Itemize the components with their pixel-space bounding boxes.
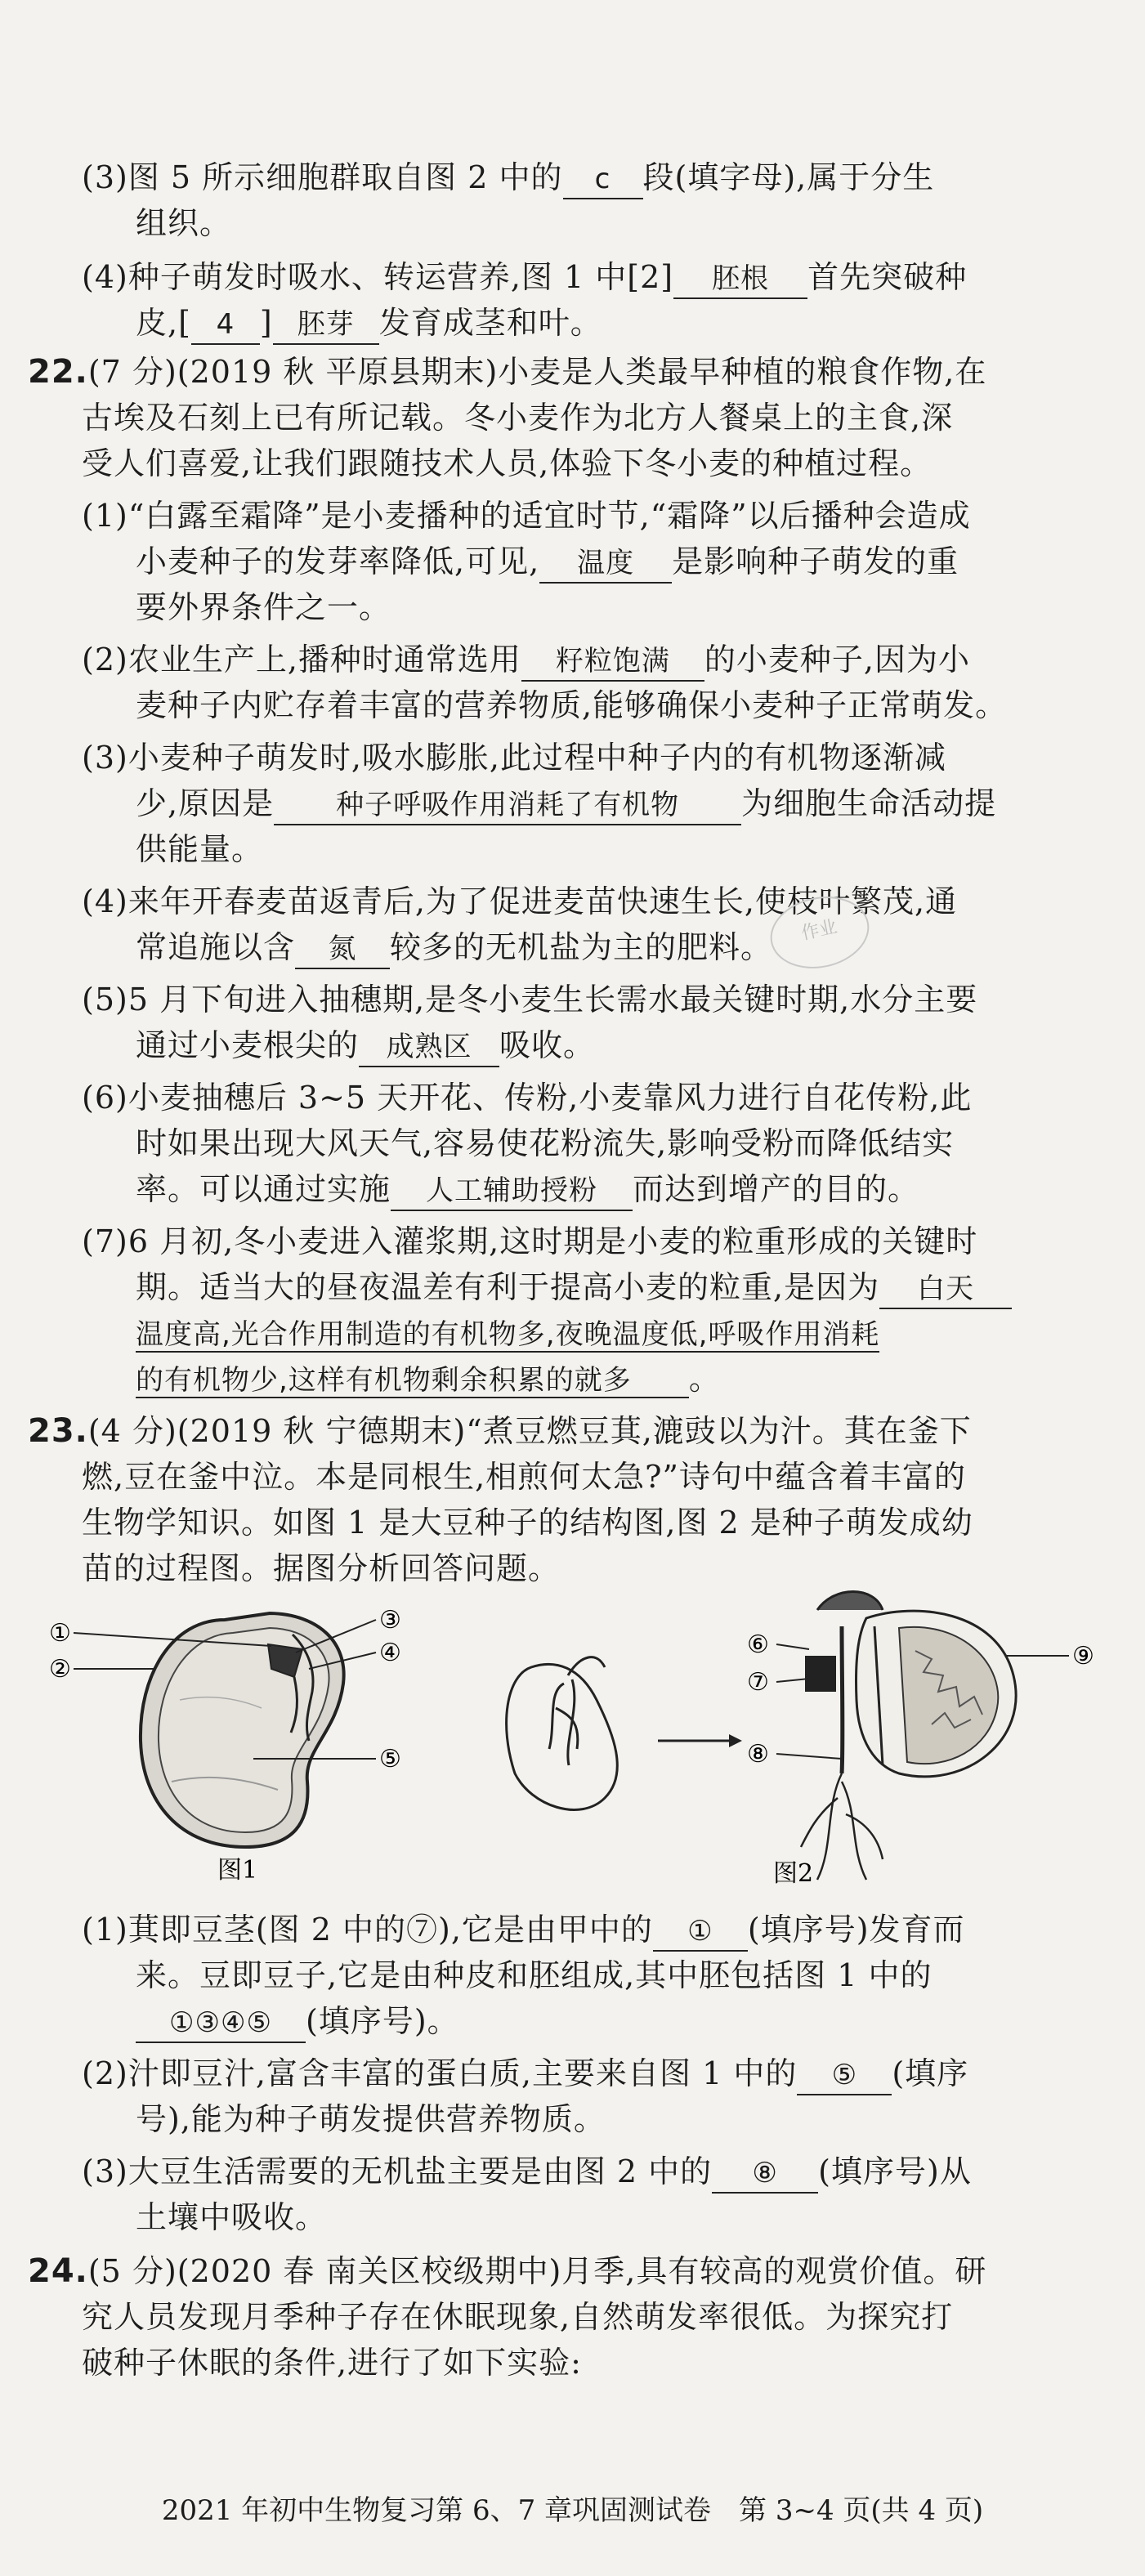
q22-s1-line1: (1)“白露至霜降”是小麦播种的适宜时节,“霜降”以后播种会造成 (82, 498, 971, 534)
q22-s7-line3 (136, 1311, 879, 1357)
page-footer: 2021 年初中生物复习第 6、7 章巩固测试卷 第 3~4 页(共 4 页) (161, 2494, 984, 2527)
q23-s3-line1 (82, 2149, 972, 2194)
q22-s6-line3 (136, 1167, 919, 1211)
q23-s3-line2: 土壤中吸收。 (136, 2199, 328, 2235)
fig1-label-5: ⑤ (379, 1745, 401, 1773)
q23-s2-line1 (82, 2051, 968, 2095)
q21-part4-line2 (136, 301, 602, 345)
q22-s6-text: 率。可以通过实施 (136, 1171, 391, 1207)
q22-number: 22. (28, 353, 88, 391)
q23-s1-answer2: ①③④⑤ (136, 2004, 306, 2043)
q22-s6-answer: 人工辅助授粉 (391, 1172, 633, 1211)
q21-part4-answer-root: 胚根 (673, 260, 807, 299)
fig1-caption: 图1 (217, 1856, 258, 1885)
q22-s7-line2 (136, 1265, 1012, 1309)
q22-s2-line1 (82, 637, 970, 682)
q23-s1-line2: 来。豆即豆子,它是由种皮和胚组成,其中胚包括图 1 中的 (136, 1957, 933, 1993)
q21-part4-answer-number: 4 (191, 306, 260, 345)
q22-s6-text-end: 而达到增产的目的。 (633, 1171, 920, 1207)
q23-stem-4: 苗的过程图。据图分析回答问题。 (82, 1550, 561, 1586)
q22-s3-text-end: 为细胞生命活动提 (741, 785, 997, 821)
q22-stem-1: (7 分)(2019 秋 平原县期末)小麦是人类最早种植的粮食作物,在 (87, 354, 987, 390)
q22-s3-answer: 种子呼吸作用消耗了有机物 (274, 786, 741, 825)
q22-s7-answer-b: 温度高,光合作用制造的有机物多,夜晚温度低,呼吸作用消耗 (136, 1318, 880, 1351)
q22-s5-line2 (136, 1023, 595, 1067)
q22-s1-text: 小麦种子的发芽率降低,可见, (136, 543, 540, 579)
q21-part3-text-end: 段(填字母),属于分生 (642, 159, 935, 195)
q22-s6-line2: 时如果出现大风天气,容易使花粉流失,影响受粉而降低结实 (136, 1125, 955, 1161)
q21-part4-answer-bud: 胚芽 (273, 306, 379, 345)
q24-stem-2: 究人员发现月季种子存在休眠现象,自然萌发率很低。为探究打 (82, 2299, 954, 2335)
q21-part4-text: (4)种子萌发时吸水、转运营养,图 1 中[2] (82, 259, 674, 295)
q21-part4-bracket-open: 皮,[ (136, 305, 191, 341)
fig2-label-7: ⑦ (747, 1668, 769, 1697)
q23-line1 (28, 1409, 972, 1453)
q23-stem-2: 燃,豆在釜中泣。本是同根生,相煎何太急?”诗句中蕴含着丰富的 (82, 1459, 966, 1495)
q22-s7-line4 (136, 1357, 721, 1402)
q24-stem-1: (5 分)(2020 春 南关区校级期中)月季,具有较高的观赏价值。研 (87, 2253, 987, 2289)
fig1-label-2: ② (49, 1655, 71, 1684)
q23-s3-answer: ⑧ (712, 2154, 818, 2194)
fig1-label-1: ① (49, 1619, 71, 1648)
q23-s1-line1 (82, 1907, 965, 1952)
q22-s1-line2 (136, 539, 959, 584)
q22-s2-text-end: 的小麦种子,因为小 (704, 642, 971, 678)
fig2-label-6: ⑥ (747, 1630, 769, 1659)
fig2-label-9: ⑨ (1072, 1642, 1094, 1670)
q22-s2-text: (2)农业生产上,播种时通常选用 (82, 642, 521, 678)
q22-s2-line2: 麦种子内贮存着丰富的营养物质,能够确保小麦种子正常萌发。 (136, 687, 1008, 723)
q22-s7-answer-c: 的有机物少,这样有机物剩余积累的就多 (136, 1364, 689, 1398)
fig2-label-8: ⑧ (747, 1740, 769, 1769)
q22-s5-text: 通过小麦根尖的 (136, 1027, 360, 1063)
q23-stem-1: (4 分)(2019 秋 宁德期末)“煮豆燃豆萁,漉豉以为汁。萁在釜下 (87, 1413, 972, 1449)
figure1-soybean-seed (49, 1577, 507, 1888)
q23-s3-text: (3)大豆生活需要的无机盐主要是由图 2 中的 (82, 2153, 713, 2189)
q22-stem-3: 受人们喜爱,让我们跟随技术人员,体验下冬小麦的种植过程。 (82, 445, 933, 481)
q21-part4-line1 (82, 255, 967, 299)
homework-stamp: 作业 (763, 888, 875, 977)
q22-s7-line1: (7)6 月初,冬小麦进入灌浆期,这时期是小麦的粒重形成的关键时 (82, 1223, 978, 1259)
q22-s6-line1: (6)小麦抽穗后 3~5 天开花、传粉,小麦靠风力进行自花传粉,此 (82, 1080, 973, 1116)
q22-s2-answer: 籽粒饱满 (521, 642, 704, 682)
q21-part4-bracket-close: ] (259, 305, 273, 341)
q24-number: 24. (28, 2252, 88, 2290)
q23-stem-3: 生物学知识。如图 1 是大豆种子的结构图,图 2 是种子萌发成幼 (82, 1505, 973, 1541)
q22-s5-answer: 成熟区 (359, 1028, 499, 1067)
q23-s1-text: (1)萁即豆茎(图 2 中的⑦),它是由甲中的 (82, 1912, 653, 1948)
q23-s1-text-end2: (填序号)。 (306, 2003, 459, 2039)
q21-part4-text-end2: 发育成茎和叶。 (378, 305, 602, 341)
q23-s2-text: (2)汁即豆汁,富含丰富的蛋白质,主要来自图 1 中的 (82, 2055, 798, 2091)
q24-stem-3: 破种子休眠的条件,进行了如下实验: (82, 2345, 582, 2381)
q23-s1-text-end: (填序号)发育而 (747, 1912, 965, 1948)
fig1-label-3: ③ (379, 1606, 401, 1635)
q22-s5-line1: (5)5 月下旬进入抽穗期,是冬小麦生长需水最关键时期,水分主要 (82, 982, 978, 1017)
q22-s4-text: 常追施以含 (136, 929, 296, 965)
q23-s2-text-end: (填序 (892, 2055, 969, 2091)
q22-stem-2: 古埃及石刻上已有所记载。冬小麦作为北方人餐桌上的主食,深 (82, 400, 954, 436)
q22-s1-text-end: 是影响种子萌发的重 (672, 543, 959, 579)
q22-s1-line3: 要外界条件之一。 (136, 589, 391, 625)
q22-s4-line1: (4)来年开春麦苗返青后,为了促进麦苗快速生长,使枝叶繁茂,通 (82, 883, 958, 919)
q21-part3-line1 (82, 155, 934, 199)
q23-s3-text-end: (填序号)从 (818, 2153, 972, 2189)
fig2-caption: 图2 (773, 1859, 814, 1888)
q22-s3-line3: 供能量。 (136, 831, 264, 867)
q22-s4-answer: 氮 (295, 930, 390, 969)
q22-s5-text-end: 吸收。 (499, 1027, 596, 1063)
q22-s7-end: 。 (688, 1361, 721, 1397)
q23-s2-line2: 号),能为种子萌发提供营养物质。 (136, 2101, 606, 2137)
q23-number: 23. (28, 1412, 88, 1450)
q22-s3-text: 少,原因是 (136, 785, 275, 821)
q22-s3-line1: (3)小麦种子萌发时,吸水膨胀,此过程中种子内的有机物逐渐减 (82, 740, 946, 776)
q23-s1-answer1: ① (653, 1912, 748, 1952)
q22-s4-text-end: 较多的无机盐为主的肥料。 (390, 929, 773, 965)
q22-s3-line2 (136, 781, 996, 825)
q21-part3-text: (3)图 5 所示细胞群取自图 2 中的 (82, 159, 563, 195)
q21-part3-line2: 组织。 (136, 205, 232, 241)
q22-line1 (28, 350, 986, 394)
q23-s2-answer: ⑤ (797, 2056, 892, 2095)
q22-s7-answer-a: 白天 (879, 1270, 1012, 1309)
fig1-label-4: ④ (379, 1639, 401, 1667)
q21-part3-answer: c (563, 160, 643, 199)
q23-s1-line3 (136, 1999, 459, 2043)
q22-s7-text: 期。适当大的昼夜温差有利于提高小麦的粒重,是因为 (136, 1269, 880, 1305)
q24-line1 (28, 2249, 986, 2293)
q22-s1-answer: 温度 (539, 544, 672, 584)
q21-part4-text-end: 首先突破种 (807, 259, 968, 295)
figure2-germination (474, 1577, 1144, 1904)
q22-s4-line2 (136, 925, 772, 969)
